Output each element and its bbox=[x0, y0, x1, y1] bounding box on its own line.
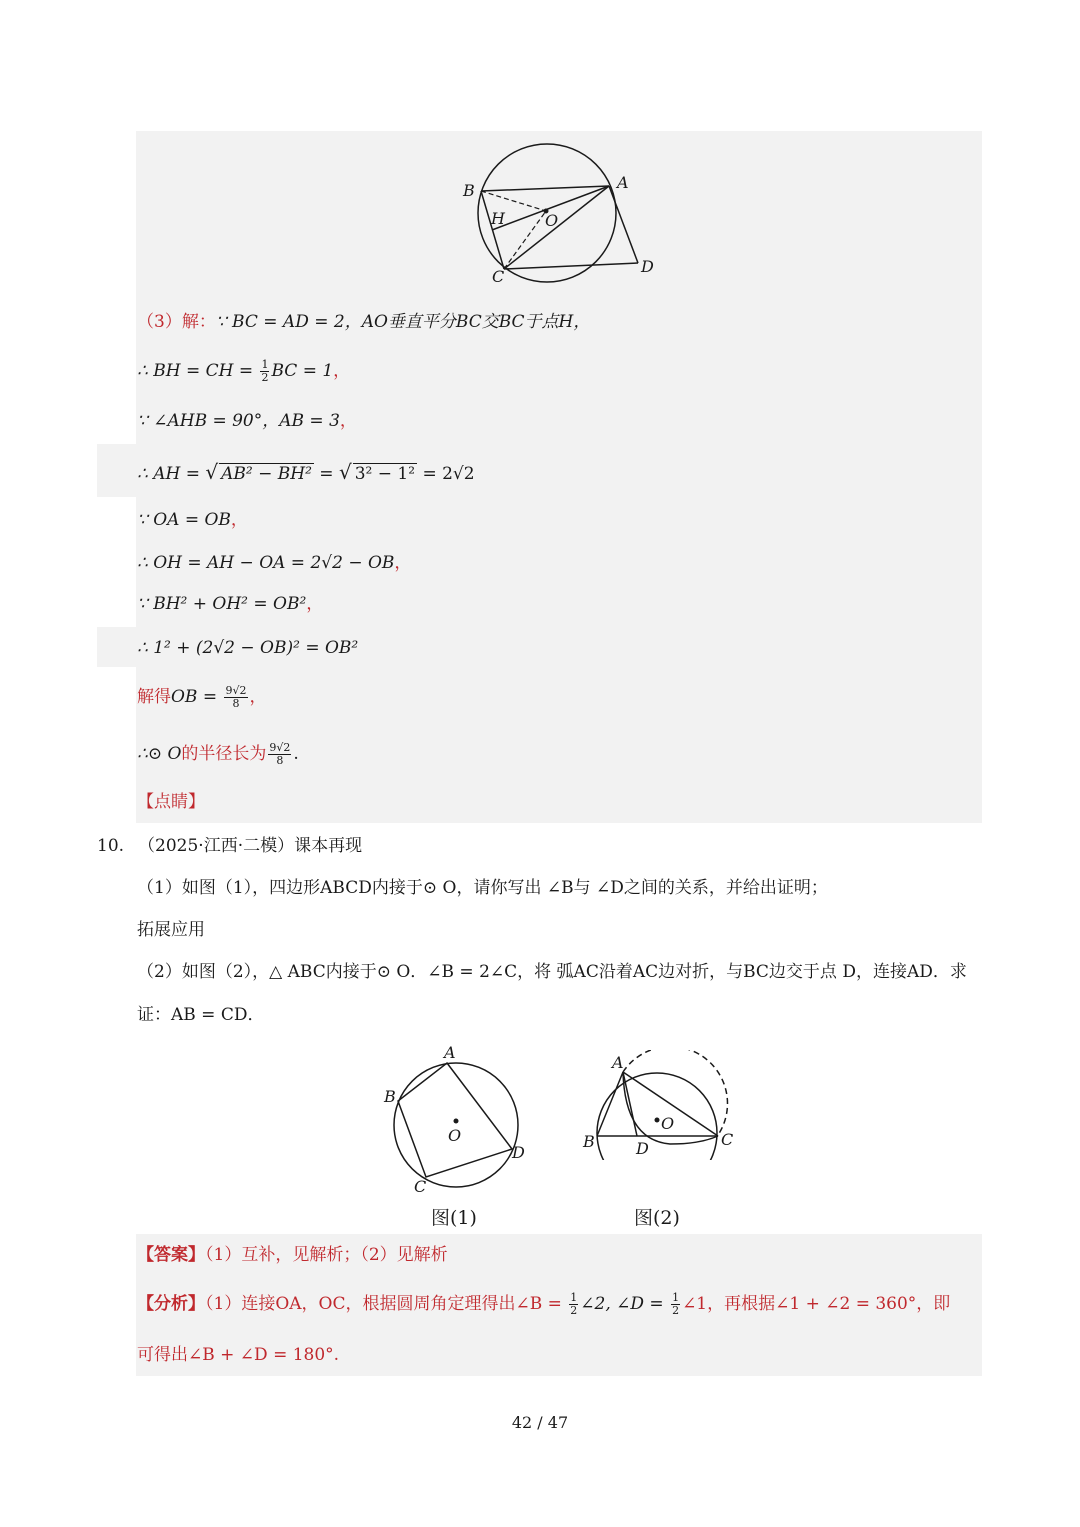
fig2-label-A: A bbox=[612, 1053, 624, 1072]
dianjing-tag: 【点睛】 bbox=[137, 792, 205, 812]
analysis-line-2: 可得出∠B + ∠D = 180°. bbox=[137, 1345, 340, 1365]
panel-margin-strip-2 bbox=[97, 627, 137, 667]
label-O: O bbox=[545, 211, 559, 230]
sol-line-1 bbox=[137, 310, 590, 334]
ah-result: = 2√2 bbox=[417, 464, 475, 484]
analysis-frac2-den: 2 bbox=[672, 1304, 680, 1317]
fig1-label-O: O bbox=[448, 1126, 462, 1145]
answer-tag: 【答案】 bbox=[137, 1245, 205, 1265]
sol-line-9: 解得OB = $\frac{9√2}{8}$ ， bbox=[137, 684, 267, 710]
radius-frac-num: 9√2 bbox=[269, 741, 291, 754]
bh-frac-den: 2 bbox=[261, 371, 269, 384]
figure-1 bbox=[378, 1040, 538, 1200]
answer-text: （1）互补，见解析；（2）见解析 bbox=[205, 1245, 448, 1265]
ob-prefix: 解得 bbox=[137, 687, 171, 707]
analysis-frac1-den: 2 bbox=[570, 1304, 578, 1317]
sol-line-10: ∴⊙ O的半径长为 $\frac{9√2}{8}$ . bbox=[137, 741, 299, 767]
fig1-label-A: A bbox=[444, 1043, 456, 1062]
fig2-label-O: O bbox=[661, 1114, 675, 1133]
answer-line bbox=[137, 1243, 448, 1267]
sol-premise: ∵ BC = AD = 2，AO垂直平分BC交BC于点H， bbox=[215, 312, 591, 332]
ah-radical-2: 3² − 1² bbox=[354, 464, 416, 484]
q10-number: 10. bbox=[97, 836, 125, 856]
label-B: B bbox=[463, 181, 475, 200]
sol-line-3: ∵ ∠AHB = 90°，AB = 3， bbox=[137, 411, 357, 431]
analysis-frac1-num: 1 bbox=[570, 1291, 578, 1304]
sol-intro: （3）解： bbox=[137, 312, 216, 332]
label-D: D bbox=[641, 257, 654, 276]
ah-radical-1: AB² − BH² bbox=[221, 464, 312, 484]
angle-ahb: ∵ ∠AHB = 90°，AB = 3 bbox=[137, 411, 340, 431]
ah-left: ∴ AH = bbox=[137, 464, 206, 484]
fig2-label-C: C bbox=[721, 1130, 734, 1149]
oh-expr: ∴ OH = AH − OA = 2√2 − OB bbox=[137, 553, 395, 573]
label-C: C bbox=[492, 267, 505, 286]
fig1-label-D: D bbox=[512, 1143, 525, 1162]
analysis-tag: 【分析】 bbox=[137, 1294, 205, 1314]
ob-var: OB = bbox=[171, 687, 223, 707]
q10-extend: 拓展应用 bbox=[137, 920, 205, 940]
ob-frac-den: 8 bbox=[232, 697, 240, 710]
sol-line-2: ∴ BH = CH = $\frac{1}{2}$ BC = 1， bbox=[137, 358, 351, 384]
figure-2 bbox=[580, 1050, 750, 1160]
sol-line-8 bbox=[137, 636, 358, 660]
analysis-text-3: ∠1，再根据∠1 + ∠2 = 360°，即 bbox=[682, 1294, 951, 1314]
fig2-label-D: D bbox=[636, 1139, 649, 1158]
circle-figure-top bbox=[455, 136, 665, 286]
analysis-text-2: ∠2, ∠D = bbox=[580, 1294, 670, 1314]
fig1-label-C: C bbox=[414, 1177, 427, 1196]
ah-eq-sign: = bbox=[313, 464, 339, 484]
bh-eq-left: ∴ BH = CH = bbox=[137, 361, 259, 381]
panel-margin-strip-1 bbox=[97, 444, 137, 497]
oa-eq-ob: ∵ OA = OB bbox=[137, 510, 231, 530]
sol-line-5: ∵ OA = OB， bbox=[137, 510, 248, 530]
bh-eq-right: BC = 1 bbox=[271, 361, 334, 381]
pythagoras: ∵ BH² + OH² = OB² bbox=[137, 594, 307, 614]
fig2-caption: 图(2) bbox=[634, 1207, 680, 1229]
sol-line-7: ∵ BH² + OH² = OB²， bbox=[137, 594, 324, 614]
label-A: A bbox=[617, 173, 629, 192]
bh-frac-num: 1 bbox=[261, 358, 269, 371]
fig1-label-B: B bbox=[384, 1087, 396, 1106]
q10-header bbox=[97, 834, 362, 858]
label-H: H bbox=[491, 209, 505, 228]
analysis-line-1 bbox=[137, 1292, 950, 1317]
page-number: 42 / 47 bbox=[511, 1413, 569, 1432]
ob-frac-num: 9√2 bbox=[225, 684, 247, 697]
q10-part1: （1）如图（1），四边形ABCD内接于⊙ O，请你写出 ∠B与 ∠D之间的关系，并给出证明； bbox=[137, 878, 828, 898]
sol-line-4: ∴ AH = √ AB² − BH² = √ 3² − 1² = 2√2 bbox=[137, 460, 475, 484]
radius-frac-den: 8 bbox=[276, 754, 284, 767]
fig2-label-B: B bbox=[583, 1132, 595, 1151]
q10-part2-cont: 证：AB = CD． bbox=[137, 1005, 265, 1025]
q10-source: （2025·江西·二模）课本再现 bbox=[138, 836, 363, 856]
q10-part2: （2）如图（2），△ ABC内接于⊙ O．∠B = 2∠C，将 弧AC沿着AC边对折，与BC边交于点 D，连接AD．求 bbox=[137, 962, 967, 982]
radius-text: 的半径长为 bbox=[181, 744, 267, 764]
fig1-caption: 图(1) bbox=[431, 1207, 477, 1229]
sol-line-6: ∴ OH = AH − OA = 2√2 − OB， bbox=[137, 553, 412, 573]
radius-prefix: ∴⊙ O bbox=[137, 744, 182, 764]
analysis-frac2-num: 1 bbox=[672, 1291, 680, 1304]
analysis-text-1: （1）连接OA，OC，根据圆周角定理得出∠B = bbox=[205, 1294, 568, 1314]
equation: ∴ 1² + (2√2 − OB)² = OB² bbox=[137, 638, 359, 658]
